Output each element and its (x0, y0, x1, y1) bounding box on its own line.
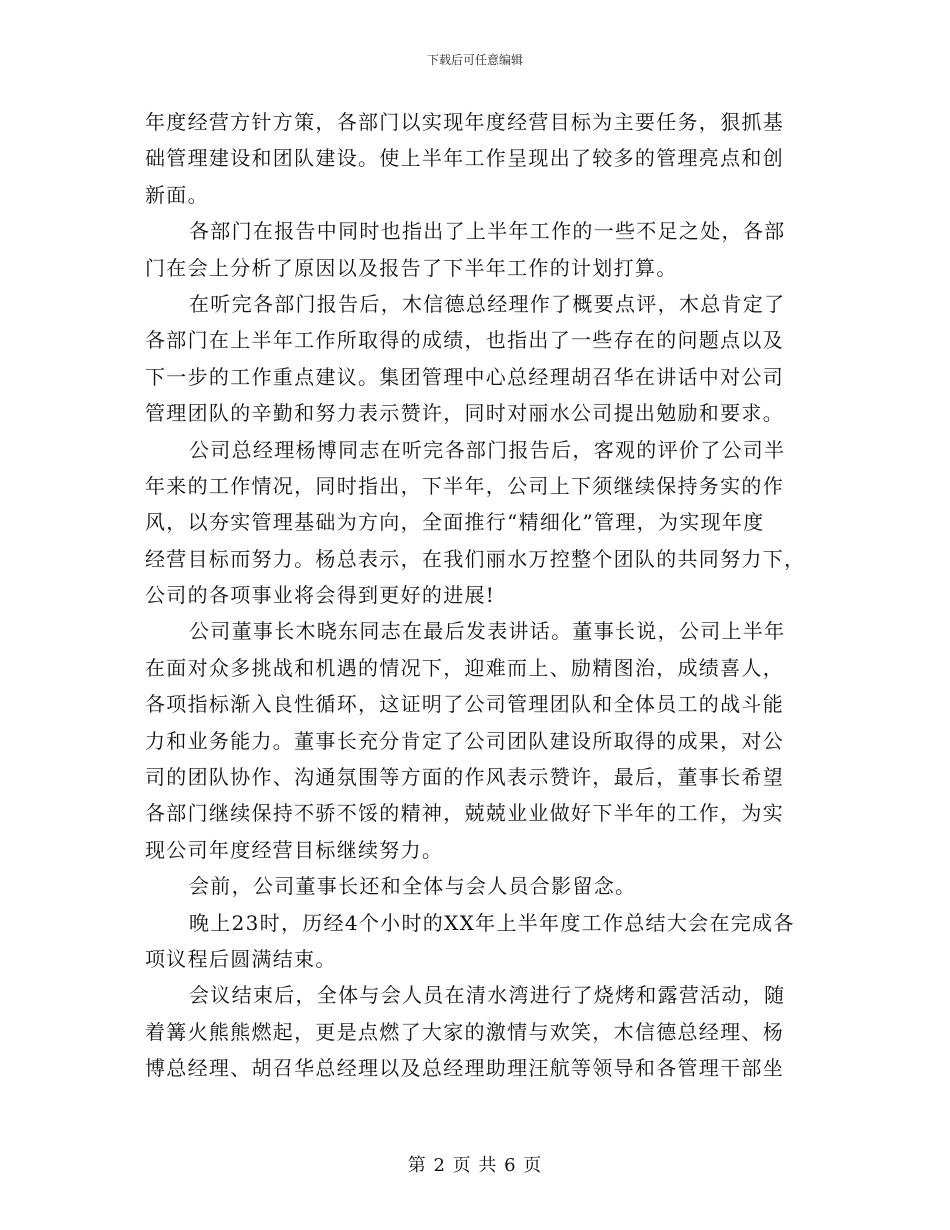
text-line: 经营目标而努力。杨总表示，在我们丽水万控整个团队的共同努力下， (145, 546, 805, 571)
text-line: 晚上23时，历经4个小时的XX年上半年度工作总结大会在完成各 (189, 910, 795, 935)
text-line: 在听完各部门报告后，木信德总经理作了概要点评，木总肯定了 (189, 291, 786, 316)
text-line: 管理团队的辛勤和努力表示赞许，同时对丽水公司提出勉励和要求。 (145, 401, 784, 426)
text-line: 博总经理、胡召华总经理以及总经理助理汪航等领导和各管理干部坐 (145, 1056, 784, 1081)
text-line: 公司的各项事业将会得到更好的进展! (145, 583, 496, 608)
text-line: 各部门继续保持不骄不馁的精神，兢兢业业做好下半年的工作，为实 (145, 801, 784, 826)
text-line: 项议程后圆满结束。 (145, 946, 337, 971)
text-line: 各部门在上半年工作所取得的成绩，也指出了一些存在的问题点以及 (145, 328, 784, 353)
page-header: 下载后可任意编辑 (426, 53, 523, 67)
text-line: 司的团队协作、沟通氛围等方面的作风表示赞许，最后，董事长希望 (145, 765, 784, 790)
text-line: 在面对众多挑战和机遇的情况下，迎难而上、励精图治，成绩喜人， (145, 655, 784, 680)
text-line: 现公司年度经营目标继续努力。 (145, 837, 444, 862)
page-footer: 第 2 页 共 6 页 (407, 1155, 543, 1176)
text-line: 各部门在报告中同时也指出了上半年工作的一些不足之处，各部 (189, 219, 786, 244)
text-line: 着篝火熊熊燃起，更是点燃了大家的激情与欢笑，木信德总经理、杨 (145, 1019, 784, 1044)
text-line: 公司总经理杨博同志在听完各部门报告后，客观的评价了公司半 (189, 437, 786, 462)
text-line: 年度经营方针方策，各部门以实现年度经营目标为主要任务，狠抓基 (145, 110, 784, 134)
text-line: 年来的工作情况，同时指出，下半年，公司上下须继续保持务实的作 (145, 473, 784, 498)
text-line: 会议结束后，全体与会人员在清水湾进行了烧烤和露营活动，随 (189, 983, 786, 1008)
text-line: 会前，公司董事长还和全体与会人员合影留念。 (189, 874, 637, 899)
text-line: 风，以夯实管理基础为方向，全面推行“精细化”管理，为实现年度 (145, 510, 765, 535)
text-line: 各项指标渐入良性循环，这证明了公司管理团队和全体员工的战斗能 (145, 692, 784, 717)
text-line: 力和业务能力。董事长充分肯定了公司团队建设所取得的成果，对公 (145, 728, 784, 753)
text-line: 公司董事长木晓东同志在最后发表讲话。董事长说，公司上半年 (189, 619, 786, 644)
text-line: 础管理建设和团队建设。使上半年工作呈现出了较多的管理亮点和创 (145, 146, 784, 171)
text-line: 门在会上分析了原因以及报告了下半年工作的计划打算。 (145, 255, 678, 280)
document-body (145, 104, 805, 1087)
text-line: 新面。 (145, 182, 209, 207)
text-line: 下一步的工作重点建议。集团管理中心总经理胡召华在讲话中对公司 (145, 364, 784, 389)
